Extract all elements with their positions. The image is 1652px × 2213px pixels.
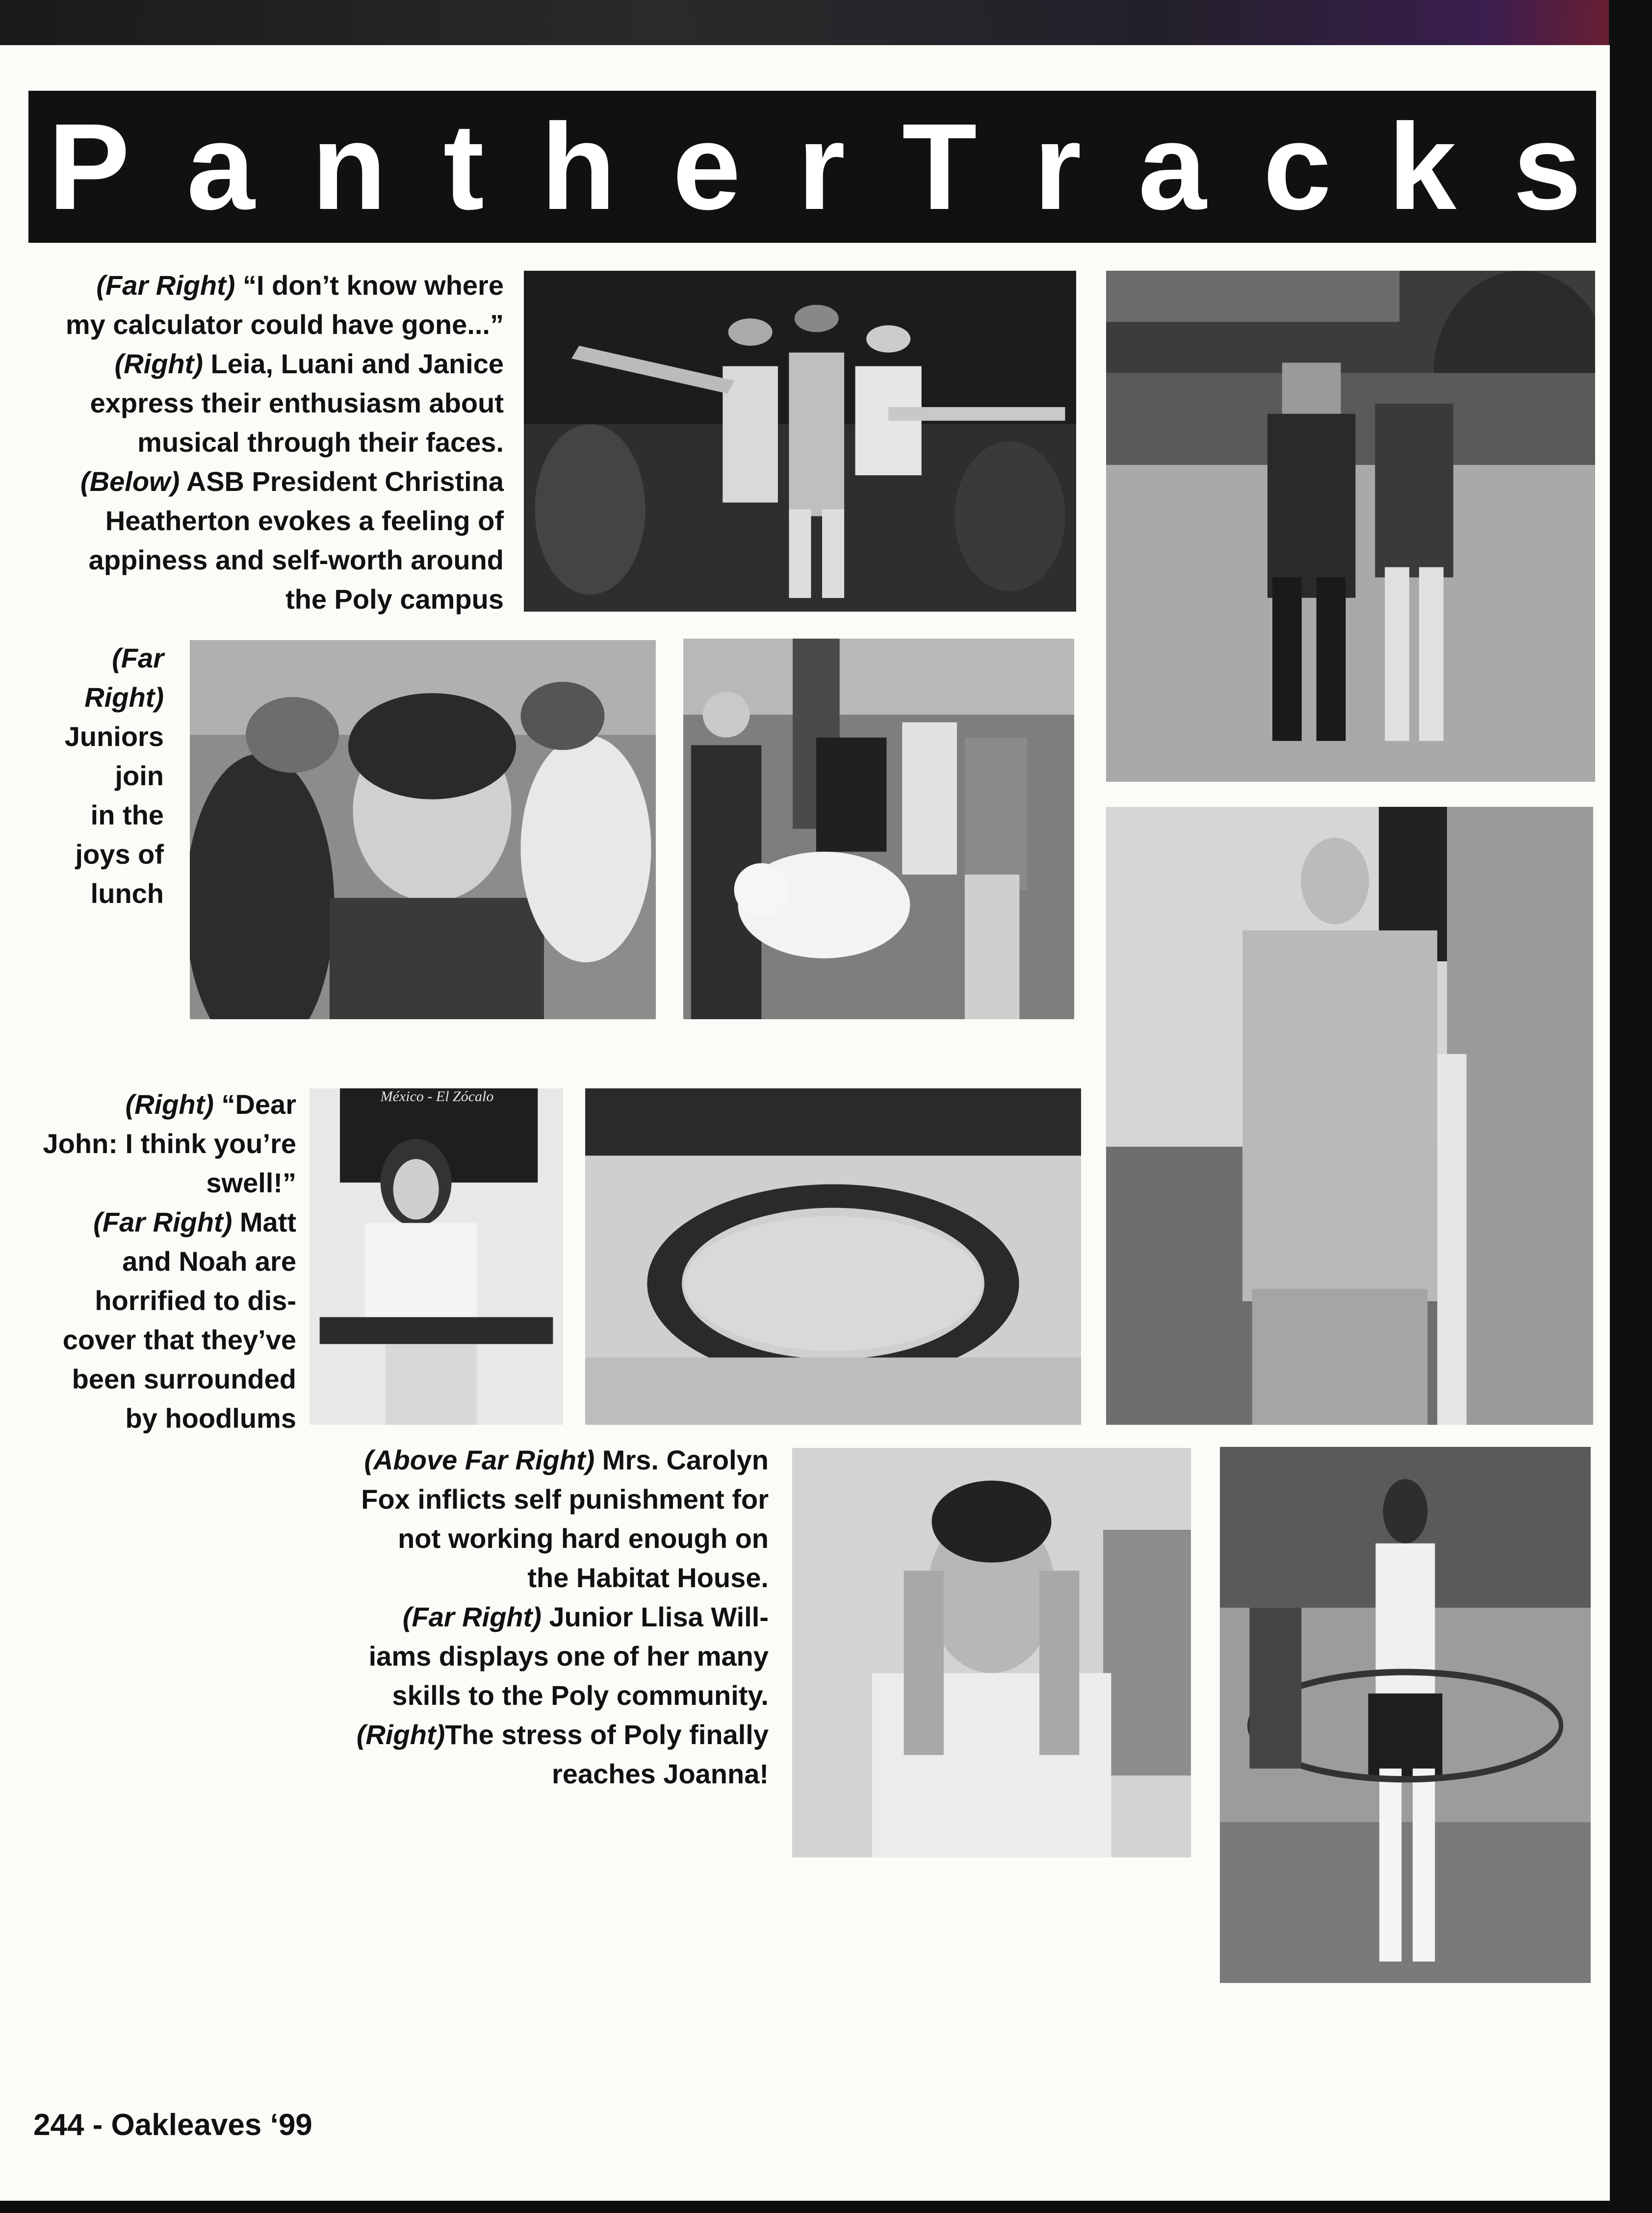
caption-line <box>13 501 504 540</box>
title-letter: a <box>186 98 255 235</box>
caption-text: appiness and self-worth around <box>88 544 504 575</box>
caption-text: Heatherton evokes a feeling of <box>105 505 504 536</box>
caption-text: the Habitat House. <box>527 1562 769 1593</box>
caption-text: and Noah are <box>122 1246 296 1277</box>
caption-text: reaches Joanna! <box>552 1758 769 1789</box>
photo-students-walking <box>1106 271 1595 782</box>
caption-label: (Far Right) <box>96 270 235 301</box>
caption-text: Junior Llisa Will- <box>541 1601 769 1632</box>
caption-label: (Above Far Right) <box>364 1444 595 1475</box>
caption-line <box>278 1754 769 1794</box>
photo-mrs-fox <box>1106 807 1593 1425</box>
photo-musical-girls <box>524 271 1076 612</box>
photo-dear-john <box>310 1088 563 1425</box>
caption-text: skills to the Poly community. <box>392 1680 769 1711</box>
caption-label: Right) <box>84 682 164 713</box>
caption-text: Fox inflicts self punishment for <box>361 1484 769 1515</box>
caption-line <box>13 305 504 344</box>
title-letter: r <box>797 98 846 235</box>
caption-line <box>0 1124 296 1163</box>
caption-line <box>0 1085 296 1124</box>
title-letter: r <box>1033 98 1082 235</box>
caption-text: not working hard enough on <box>398 1523 769 1554</box>
photo-juniors-lunch <box>190 640 656 1019</box>
caption-line <box>13 423 504 462</box>
caption-label: (Far <box>112 643 164 673</box>
photo-stuffed-dog <box>683 639 1074 1019</box>
caption-label: (Far Right) <box>93 1207 232 1237</box>
title-letter: k <box>1388 98 1457 235</box>
caption-line <box>278 1441 769 1480</box>
caption-line <box>0 1163 296 1203</box>
caption-line <box>17 717 164 756</box>
title-letter: T <box>902 98 977 235</box>
caption-text: “Dear <box>213 1089 296 1120</box>
caption-juniors-lunch <box>17 639 164 913</box>
caption-line <box>0 1203 296 1242</box>
title-letter: s <box>1513 98 1581 235</box>
caption-line <box>13 344 504 384</box>
title-letter: t <box>443 98 484 235</box>
title-letter: h <box>541 98 616 235</box>
caption-line <box>278 1715 769 1754</box>
title-letter: e <box>672 98 741 235</box>
caption-calculator-musical-asb <box>13 266 504 619</box>
scan-border-right <box>1609 0 1652 2213</box>
title-letter: P <box>48 98 130 235</box>
caption-text: iams displays one of her many <box>368 1641 769 1672</box>
caption-line <box>0 1360 296 1399</box>
caption-label: (Far Right) <box>402 1601 542 1632</box>
caption-line <box>13 384 504 423</box>
caption-text: by hoodlums <box>125 1403 296 1434</box>
caption-text: joys of <box>75 839 164 870</box>
title-letter: n <box>311 98 387 235</box>
caption-line <box>13 462 504 501</box>
caption-label: (Right) <box>356 1719 445 1750</box>
caption-line <box>17 874 164 913</box>
caption-line <box>278 1558 769 1597</box>
caption-line <box>13 540 504 580</box>
caption-line <box>17 756 164 796</box>
caption-text: musical through their faces. <box>137 427 504 458</box>
caption-label: (Below) <box>80 466 180 497</box>
caption-text: join <box>115 760 164 791</box>
caption-label: (Right) <box>114 348 203 379</box>
caption-text: the Poly campus <box>285 584 504 615</box>
page-title <box>28 91 1596 243</box>
caption-line <box>17 835 164 874</box>
caption-line <box>17 796 164 835</box>
caption-text: “I don’t know where <box>235 270 504 301</box>
caption-line <box>278 1637 769 1676</box>
caption-text: horrified to dis- <box>95 1285 296 1316</box>
photo-hula-hoop <box>1220 1447 1591 1983</box>
caption-text: Matt <box>232 1207 296 1237</box>
caption-text: express their enthusiasm about <box>90 387 504 418</box>
caption-line <box>17 678 164 717</box>
caption-text: cover that they’ve <box>62 1324 296 1355</box>
caption-label: (Right) <box>125 1089 214 1120</box>
caption-line <box>278 1597 769 1637</box>
caption-text: Juniors <box>64 721 164 752</box>
title-banner <box>28 91 1596 243</box>
photo-surrounded-circle <box>585 1088 1081 1425</box>
caption-line <box>13 266 504 305</box>
scan-border-top <box>0 0 1652 47</box>
yearbook-page <box>0 45 1610 2201</box>
caption-line <box>278 1676 769 1715</box>
caption-line <box>13 580 504 619</box>
title-letter: a <box>1138 98 1207 235</box>
page-folio: 244 - Oakleaves ‘99 <box>33 2108 312 2142</box>
caption-fox-llisa-joanna <box>278 1441 769 1794</box>
caption-text: lunch <box>90 878 164 909</box>
caption-text: my calculator could have gone...” <box>65 309 504 340</box>
caption-text: Mrs. Carolyn <box>594 1444 769 1475</box>
caption-text: been surrounded <box>72 1364 296 1394</box>
caption-line <box>278 1519 769 1558</box>
photo-joanna-stress <box>792 1448 1191 1857</box>
caption-text: in the <box>90 799 164 830</box>
caption-text: John: I think you’re <box>43 1128 296 1159</box>
caption-line <box>0 1320 296 1360</box>
caption-dear-john-hoodlums <box>0 1085 296 1438</box>
caption-line <box>0 1399 296 1438</box>
caption-text: The stress of Poly finally <box>445 1719 769 1750</box>
caption-line <box>0 1242 296 1281</box>
poster-sign-text: México - El Zócalo <box>380 1088 494 1105</box>
caption-line <box>17 639 164 678</box>
title-letter: c <box>1263 98 1332 235</box>
caption-text: Leia, Luani and Janice <box>203 348 504 379</box>
caption-line <box>0 1281 296 1320</box>
caption-text: swell!” <box>206 1167 296 1198</box>
caption-line <box>278 1480 769 1519</box>
caption-text: ASB President Christina <box>180 466 504 497</box>
